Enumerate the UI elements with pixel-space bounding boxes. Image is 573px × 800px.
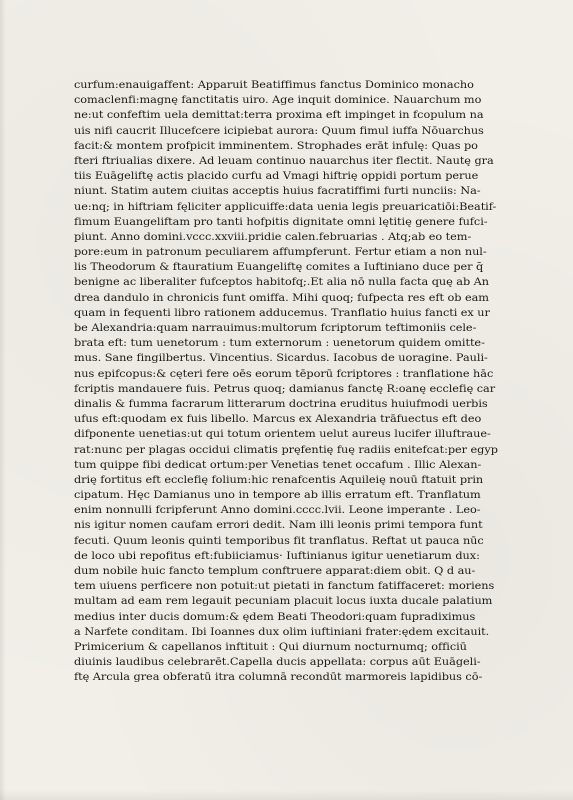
page-bottom-shadow (0, 790, 573, 800)
text-line: rat:nunc per plagas occidui climatis pręfentię fuę radiis enitefcat:per egyp (74, 444, 498, 456)
text-line: de loco ubi repofitus eft:fubiiciamus· Iuftinianus igitur uenetiarum dux: (74, 550, 480, 562)
text-line: dum nobile huic fancto templum conftruere apparat:diem obit. Q d au- (74, 566, 476, 577)
text-line: dinalis & fumma facrarum litterarum doctrina eruditus huiufmodi uerbis (74, 398, 488, 410)
text-line: nis igitur nomen caufam errori dedit. Nam illi leonis primi tempora funt (74, 520, 483, 532)
text-line: benigne ac liberaliter fufceptos habitofq;.Et alia nō nulla facta quę ab An (74, 277, 490, 289)
text-line: pore:eum in patronum peculiarem affumpferunt. Fertur etiam a non nul- (74, 247, 487, 259)
text-line: facit:& montem profpicit imminentem. Strophades erāt infulę: Quas po (74, 140, 478, 152)
page-edge-shadow (0, 0, 6, 800)
text-line: cipatum. Hęc Damianus uno in tempore ab illis erratum eft. Tranflatum (74, 490, 481, 502)
text-line: enim nonnulli fcripferunt Anno domini.cccc.lvii. Leone imperante . Leo- (74, 505, 481, 517)
text-line: mus. Sane fingilbertus. Vincentius. Sicardus. Iacobus de uoragine. Pauli- (74, 353, 488, 365)
text-line: ne:ut confeftim uela demittat:terra proxima eft impinget in fcopulum na (74, 110, 484, 122)
text-line: ue:nq; in hiftriam fęliciter applicuiffe:data uenia legis preuaricatiōi:Beatif- (74, 201, 497, 213)
text-line: fcriptis mandauere fuis. Petrus quoq; damianus fanctę R:oanę ecclefię car (74, 383, 496, 395)
text-line: tiis Euāgeliftę actis placido curfu ad Vmagi hiftrię oppidi portum perue (74, 171, 479, 183)
text-line: quam in fequenti libro rationem adducemus. Tranflatio huius fancti ex ur (74, 307, 490, 319)
text-line: drea dandulo in chronicis funt omiffa. Mihi quoq; fufpecta res eft ob eam (74, 292, 489, 304)
text-line: a Narfete conditam. Ibi Ioannes dux olim iuftiniani frater:ędem excitauit. (74, 626, 490, 638)
text-line: multam ad eam rem legauit pecuniam placuit locus iuxta ducale palatium (74, 596, 493, 608)
text-line: fimum Euangeliftam pro tanti hofpitis dignitate omni lętitię genere fufci- (74, 216, 488, 228)
text-line: lis Theodorum & ftauratium Euangeliftę comites a Iuftiniano duce per q̄ (74, 262, 484, 274)
text-line: niunt. Statim autem ciuitas acceptis huius facratiffimi furti nunciis: Na- (74, 186, 481, 198)
text-line: be Alexandria:quam narrauimus:multorum fcriptorum teftimoniis cele- (74, 323, 477, 334)
text-line: ftę Arcula grea obferatū itra columnā recondūt marmoreis lapidibus cō- (74, 672, 483, 684)
text-line: diuinis laudibus celebrarēt.Capella ducis appellata: corpus aūt Euāgeli- (74, 657, 481, 669)
text-line: brata eft: tum uenetorum : tum externorum : uenetorum quidem omitte- (74, 338, 485, 350)
text-line: uis nifi caucrit Illucefcere icipiebat aurora: Quum fimul iuffa Nōuarchus (74, 125, 484, 137)
text-line: drię fortitus eft ecclefię folium:hic renafcentis Aquileię nouū ftatuit prin (74, 474, 484, 486)
text-line: medius inter ducis domum:& ędem Beati Theodori:quam fupradiximus (74, 611, 476, 623)
text-column (74, 78, 532, 686)
text-line: Primicerium & capellanos inftituit : Qui diurnum nocturnumq; officiū (74, 641, 467, 653)
text-line: tum quippe fibi dedicat ortum:per Venetias tenet occafum . Illic Alexan- (74, 459, 482, 471)
text-line: fteri ftriualias dixere. Ad leuam continuo nauarchus iter flectit. Nautę gra (74, 155, 494, 167)
text-line: nus epifcopus:& cęteri fere oēs eorum tēporū fcriptores : tranflatione hāc (74, 368, 494, 380)
text-line: fecuti. Quum leonis quinti temporibus fit tranflatus. Reftat ut pauca nūc (74, 535, 484, 547)
text-line: difponente uenetias:ut qui totum orientem uelut aureus lucifer illuftraue- (74, 429, 491, 441)
text-line: piunt. Anno domini.vccc.xxviii.pridie calen.februarias . Atq;ab eo tem- (74, 231, 472, 243)
text-line: tem uiuens perficere non potuit:ut pietati in fanctum fatiffaceret: moriens (74, 581, 495, 593)
text-line: ufus eft:quodam ex fuis libello. Marcus ex Alexandria trāfuectus eft deo (74, 414, 482, 426)
text-line: curfum:enauigaffent: Apparuit Beatiffimus fanctus Dominico monacho (74, 80, 474, 91)
text-line: comaclenfi:magnę fanctitatis uiro. Age inquit dominice. Nauarchum mo (74, 95, 482, 107)
